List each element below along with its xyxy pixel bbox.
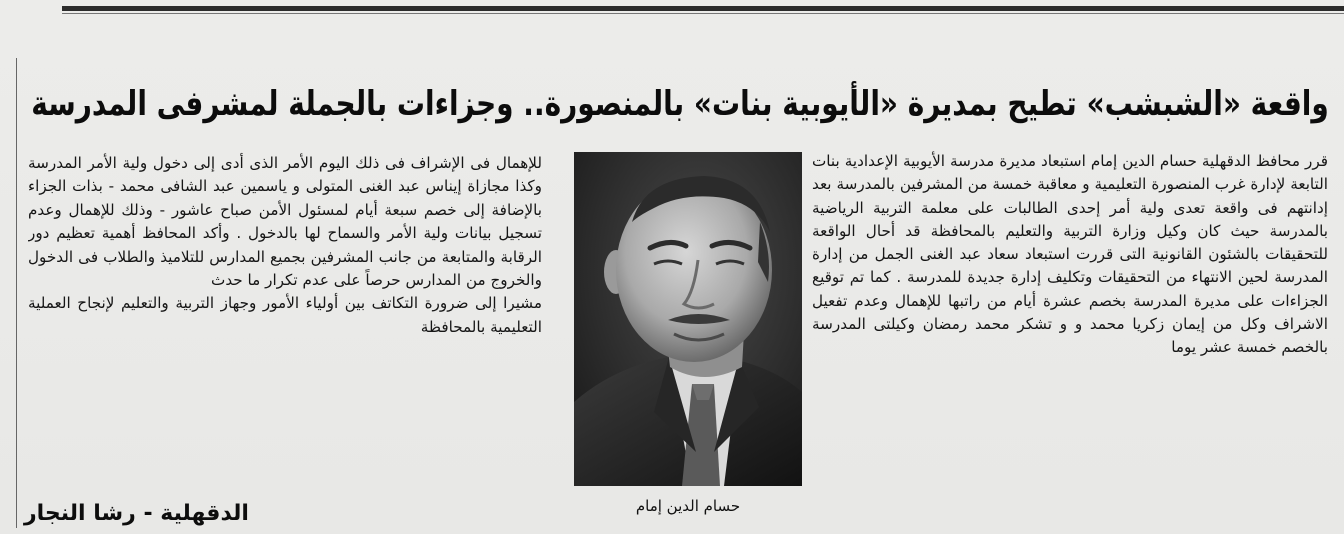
top-border-thin-rule: [62, 13, 1344, 14]
left-column-paragraph: مشيرا إلى ضرورة التكاتف بين أولياء الأمور وجهاز التربية والتعليم لإنجاح العملية التعليمية بالمحافظة: [28, 294, 542, 336]
left-border-rule: [16, 58, 17, 528]
portrait-photo: [574, 152, 802, 486]
portrait-illustration: [574, 152, 802, 486]
left-column-paragraph: للإهمال فى الإشراف فى ذلك اليوم الأمر الذى أدى إلى دخول ولية الأمر المدرسة وكذا مجازاة إيناس عبد الغنى المتولى و ياسمين عبد الشافى محمد - بذات الجزاء بالإضافة إلى خصم سبعة أيام لمسئول الأمن صباح عاشور - وذلك للإهمال وعدم تسجيل بيانات ولية الأمر والسماح لها بالدخول . وأكد المحافظ أهمية تعظيم دور الرقابة والمتابعة من جانب المشرفين بجميع المدارس للتلاميذ والطلاب فى الدخول والخروج من المدارس حرصاً على عدم تكرار ما حدث: [28, 154, 542, 290]
photo-caption: حسام الدين إمام: [635, 497, 741, 515]
top-border-rule: [62, 6, 1344, 11]
article-headline: واقعة «الشبشب» تطيح بمديرة «الأيوبية بنات» بالمنصورة.. وجزاءات بالجملة لمشرفى المدرسة: [31, 83, 1329, 124]
article-byline: الدقهلية - رشا النجار: [24, 501, 249, 526]
article-right-column: قرر محافظ الدقهلية حسام الدين إمام استبعاد مديرة مدرسة الأيوبية الإعدادية بنات التابعة لإدارة غرب المنصورة التعليمية و معاقبة خمسة من المشرفين بالمدرسة بعد إدانتهم فى واقعة تعدى ولية أمر إحدى الطالبات على معلمة التربية الرياضية بالمدرسة حيث كان وكيل وزارة التربية والتعليم بالمحافظة قد أحال الواقعة للتحقيقات بالشئون القانونية التى قررت استبعاد سعاد عبد الغنى الجمل من إدارة المدرسة لحين الانتهاء من التحقيقات وتكليف إدارة جديدة للمدرسة . كما تم توقيع الجزاءات على مديرة المدرسة بخصم عشرة أيام من راتبها للإهمال وعدم تفعيل الاشراف وكل من إيمان زكريا محمد و و تشكر محمد رمضان وكيلتى المدرسة بالخصم خمسة عشر يوما: [812, 152, 1328, 357]
article-left-column: [28, 152, 542, 482]
